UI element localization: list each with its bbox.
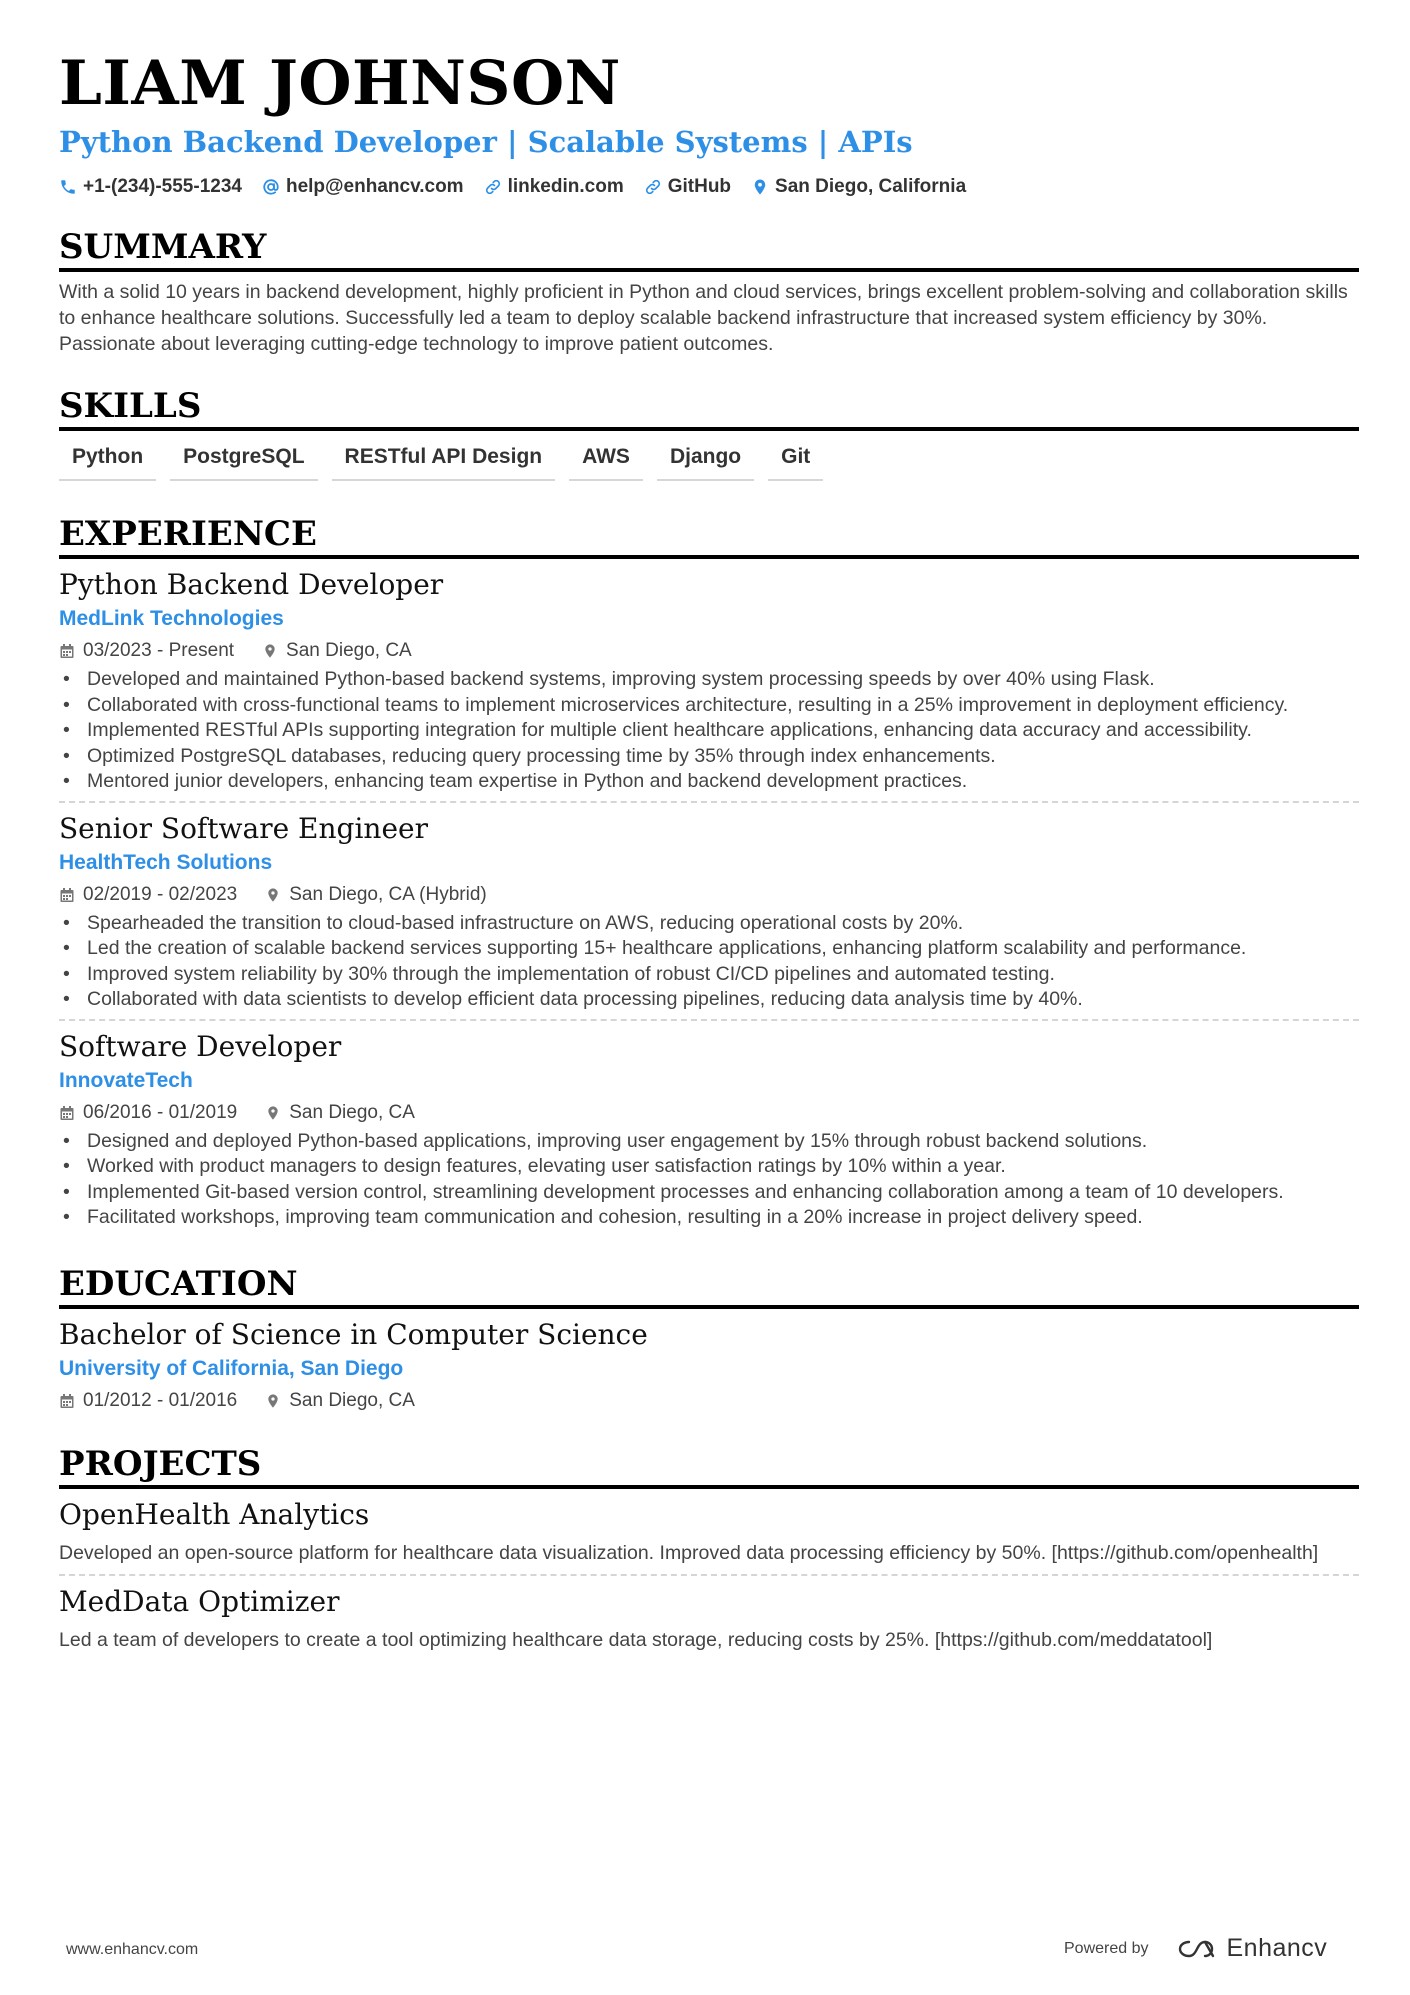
- bullet-item: • Collaborated with data scientists to develop efficient data processing pipelines, reducing data analysis time by 40%.: [59, 987, 1359, 1013]
- bullet-item: • Worked with product managers to design features, elevating user satisfaction ratings by 10% within a year.: [59, 1154, 1359, 1180]
- job-bullets: [59, 911, 1359, 1013]
- company-name: MedLink Technologies: [59, 607, 284, 630]
- project-title: MedData Optimizer: [59, 1585, 340, 1618]
- project-entry: [59, 1574, 1359, 1662]
- projects-section: [59, 1443, 1359, 1662]
- job-meta: [59, 639, 1359, 663]
- footer-branding: [1064, 1934, 1327, 1963]
- job-title: Python Backend Developer: [59, 568, 444, 601]
- headline: Python Backend Developer | Scalable Systems | APIs: [59, 125, 913, 159]
- school-name: University of California, San Diego: [59, 1356, 404, 1380]
- job-dates-text: 03/2023 - Present: [83, 640, 235, 661]
- bullet-item: • Facilitated workshops, improving team communication and cohesion, resulting in a 20% increase in project delivery speed.: [59, 1205, 1359, 1231]
- link-icon: [644, 178, 662, 196]
- experience-heading: EXPERIENCE: [59, 513, 1359, 559]
- skill-tag: RESTful API Design: [332, 443, 556, 481]
- contact-phone[interactable]: [59, 176, 242, 198]
- skills-heading: SKILLS: [59, 385, 1359, 431]
- location-pin-icon: [262, 643, 278, 659]
- project-description: Led a team of developers to create a tool optimizing healthcare data storage, reducing costs by 25%. [https://github.com/meddatatool]: [59, 1629, 1213, 1651]
- education-location-text: San Diego, CA: [289, 1389, 415, 1411]
- calendar-icon: [59, 887, 75, 903]
- job-title: Senior Software Engineer: [59, 811, 428, 845]
- summary-section: [59, 226, 1359, 357]
- job-bullets: [59, 667, 1359, 795]
- bullet-item: • Improved system reliability by 30% through the implementation of robust CI/CD pipelines and automated testing.: [59, 962, 1359, 988]
- job-entry: [59, 801, 1359, 1019]
- job-bullets: [59, 1129, 1359, 1231]
- contact-row: [59, 172, 1359, 202]
- education-meta: [59, 1389, 1359, 1413]
- brand-name: Enhancv: [1226, 1934, 1328, 1962]
- skill-tag: Python: [59, 443, 156, 481]
- company-name: InnovateTech: [59, 1068, 193, 1092]
- enhancv-logo-icon: [1175, 1937, 1219, 1961]
- skill-tag: AWS: [569, 443, 643, 481]
- skills-section: [59, 385, 1359, 481]
- bullet-item: • Mentored junior developers, enhancing team expertise in Python and backend development practices.: [59, 769, 1359, 795]
- contact-location: [751, 176, 966, 198]
- education-entry: [59, 1317, 1359, 1413]
- location-text: San Diego, California: [775, 176, 967, 197]
- education-section: [59, 1263, 1359, 1413]
- job-location-text: San Diego, CA (Hybrid): [289, 883, 487, 905]
- contact-github[interactable]: [644, 176, 731, 198]
- bullet-item: • Implemented RESTful APIs supporting integration for multiple client healthcare applications, enhancing data accuracy and accessibility.: [59, 718, 1359, 744]
- project-description: Developed an open-source platform for healthcare data visualization. Improved data processing efficiency by 50%. [https://github.com/openhealth]: [59, 1541, 1319, 1564]
- job-title: Software Developer: [59, 1029, 342, 1063]
- bullet-item: • Spearheaded the transition to cloud-based infrastructure on AWS, reducing operational costs by 20%.: [59, 911, 1359, 937]
- job-meta: [59, 1101, 1359, 1125]
- job-location: [265, 1101, 415, 1125]
- project-entry: [59, 1497, 1359, 1575]
- brand-logo[interactable]: [1175, 1934, 1328, 1963]
- education-dates: [59, 1389, 237, 1413]
- summary-heading: SUMMARY: [59, 226, 1359, 272]
- degree-title: Bachelor of Science in Computer Science: [59, 1317, 648, 1351]
- skill-tag: PostgreSQL: [170, 443, 317, 481]
- github-text: GitHub: [667, 176, 732, 197]
- job-location-text: San Diego, CA: [289, 1101, 415, 1123]
- calendar-icon: [59, 1105, 75, 1121]
- linkedin-text: linkedin.com: [507, 176, 624, 197]
- location-pin-icon: [265, 1105, 281, 1121]
- education-heading: EDUCATION: [59, 1263, 1359, 1309]
- job-location: [262, 639, 412, 663]
- powered-by-label: Powered by: [1064, 1939, 1149, 1957]
- contact-linkedin[interactable]: [484, 176, 624, 198]
- skill-tag: Git: [768, 443, 823, 481]
- job-location-text: San Diego, CA: [286, 640, 412, 661]
- at-icon: [262, 178, 280, 196]
- email-text: help@enhancv.com: [285, 176, 464, 197]
- experience-section: [59, 513, 1359, 1237]
- bullet-item: • Implemented Git-based version control, streamlining development processes and enhancing collaboration among a team of 10 developers.: [59, 1180, 1359, 1206]
- job-meta: [59, 883, 1359, 907]
- calendar-icon: [59, 1393, 75, 1409]
- bullet-item: • Collaborated with cross-functional teams to implement microservices architecture, resulting in a 25% improvement in deployment efficiency.: [59, 693, 1359, 719]
- bullet-item: • Optimized PostgreSQL databases, reducing query processing time by 35% through index enhancements.: [59, 744, 1359, 770]
- phone-text: +1-(234)-555-1234: [83, 176, 242, 197]
- skill-tag: Django: [657, 443, 754, 481]
- footer-website[interactable]: www.enhancv.com: [66, 1941, 199, 1958]
- job-dates: [59, 639, 234, 663]
- education-location: [265, 1389, 415, 1413]
- resume-page: [59, 44, 1359, 1662]
- link-icon: [484, 178, 502, 196]
- summary-text: With a solid 10 years in backend development, highly proficient in Python and cloud services, brings excellent problem-solving and collaboration skills to enhance healthcare solutions. Successfully led a team to deploy scalable backend infrastructure that increased system efficiency by 30%. Passionate about leveraging cutting-edge technology to improve patient outcomes.: [59, 281, 1348, 355]
- projects-heading: PROJECTS: [59, 1443, 1359, 1489]
- job-dates-text: 02/2019 - 02/2023: [83, 883, 238, 905]
- company-name: HealthTech Solutions: [59, 850, 273, 874]
- calendar-icon: [59, 643, 75, 659]
- job-entry: [59, 567, 1359, 801]
- location-pin-icon: [751, 178, 769, 196]
- phone-icon: [59, 178, 77, 196]
- job-dates: [59, 1101, 237, 1125]
- job-dates-text: 06/2016 - 01/2019: [83, 1101, 238, 1123]
- job-location: [265, 883, 486, 907]
- skills-list: [59, 443, 1359, 481]
- job-entry: [59, 1019, 1359, 1237]
- bullet-item: • Designed and deployed Python-based applications, improving user engagement by 15% through robust backend solutions.: [59, 1129, 1359, 1155]
- location-pin-icon: [265, 887, 281, 903]
- contact-email[interactable]: [262, 176, 464, 198]
- candidate-name: LIAM JOHNSON: [59, 48, 621, 119]
- bullet-item: • Developed and maintained Python-based backend systems, improving system processing speeds by over 40% using Flask.: [59, 667, 1359, 693]
- bullet-item: • Led the creation of scalable backend services supporting 15+ healthcare applications, enhancing platform scalability and performance.: [59, 936, 1359, 962]
- project-title: OpenHealth Analytics: [59, 1497, 370, 1531]
- education-dates-text: 01/2012 - 01/2016: [83, 1389, 238, 1411]
- job-dates: [59, 883, 237, 907]
- location-pin-icon: [265, 1393, 281, 1409]
